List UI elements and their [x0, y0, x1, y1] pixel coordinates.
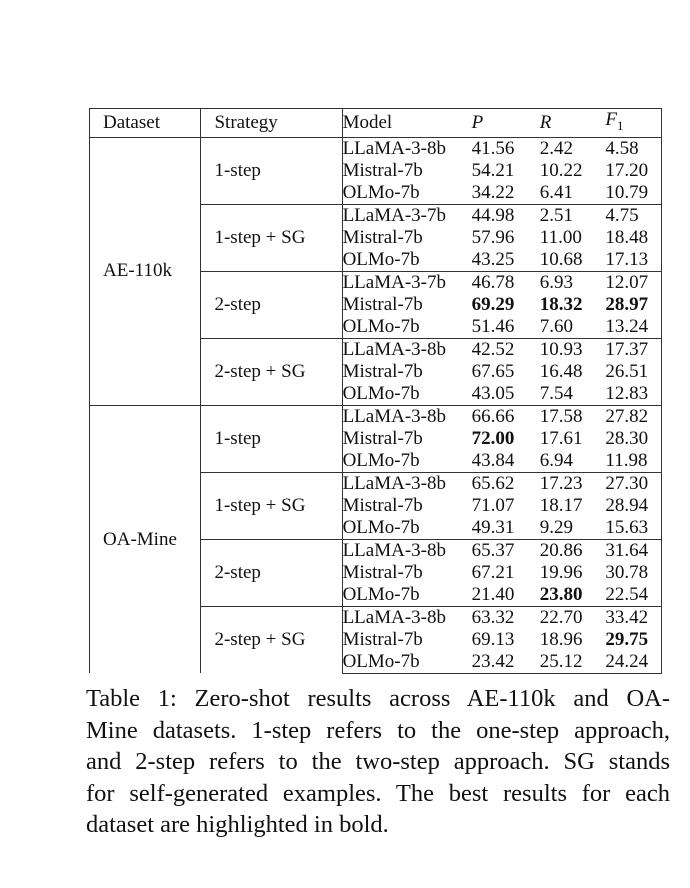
model-cell: OLMo-7b	[342, 248, 420, 270]
model-cell: LLaMA-3-8b	[342, 137, 472, 160]
f1-cell: 17.20	[605, 160, 661, 182]
header-f1-main: F	[605, 109, 618, 130]
f1-cell: 28.94	[605, 495, 661, 517]
caption-line: Mine datasets. 1-step refers to the one-step approach,	[86, 716, 670, 744]
table-body	[90, 137, 662, 673]
f1-cell: 28.97	[605, 294, 661, 316]
p-cell: 34.22	[471, 181, 515, 203]
p-cell: 71.07	[471, 494, 515, 516]
header-r: R	[540, 109, 606, 138]
table-row	[90, 137, 662, 160]
p-cell: 43.25	[471, 248, 515, 270]
r-cell: 18.96	[539, 628, 583, 650]
f1-cell: 12.83	[605, 383, 661, 406]
f1-cell: 29.75	[605, 629, 661, 651]
f1-cell: 10.79	[605, 182, 661, 205]
model-cell: Mistral-7b	[342, 494, 423, 516]
p-cell: 42.52	[472, 338, 540, 361]
header-dataset: Dataset	[90, 109, 201, 138]
model-cell: Mistral-7b	[342, 159, 423, 181]
table-row	[90, 405, 662, 428]
r-cell: 11.00	[539, 226, 582, 248]
r-cell: 17.58	[540, 405, 606, 428]
p-cell: 43.84	[471, 449, 515, 471]
strategy-cell: 2-step + SG	[201, 338, 342, 405]
r-cell: 10.22	[539, 159, 583, 181]
model-cell: LLaMA-3-8b	[342, 338, 472, 361]
header-f1-sub: 1	[617, 117, 624, 133]
header-strategy: Strategy	[201, 109, 342, 138]
f1-cell: 17.13	[605, 249, 661, 272]
model-cell: Mistral-7b	[342, 628, 423, 650]
p-cell: 41.56	[472, 137, 540, 160]
p-cell: 69.29	[471, 293, 515, 315]
p-cell: 23.42	[472, 651, 540, 674]
r-cell: 23.80	[539, 583, 583, 605]
results-table	[89, 108, 662, 674]
p-cell: 44.98	[472, 204, 540, 227]
p-cell: 69.13	[471, 628, 515, 650]
r-cell: 6.94	[539, 449, 574, 471]
model-cell: Mistral-7b	[342, 226, 423, 248]
model-cell: OLMo-7b	[342, 516, 420, 538]
model-cell: LLaMA-3-8b	[342, 606, 472, 629]
f1-cell: 31.64	[605, 539, 661, 562]
f1-cell: 12.07	[605, 271, 661, 294]
p-cell: 72.00	[471, 427, 515, 449]
f1-cell: 11.98	[605, 450, 661, 473]
model-cell: Mistral-7b	[342, 293, 423, 315]
strategy-cell: 1-step	[201, 137, 342, 204]
strategy-cell: 1-step	[201, 405, 342, 472]
f1-cell: 4.75	[605, 204, 661, 227]
model-cell: Mistral-7b	[342, 561, 423, 583]
dataset-cell: OA-Mine	[90, 405, 201, 673]
dataset-cell: AE-110k	[90, 137, 201, 405]
p-cell: 54.21	[471, 159, 515, 181]
model-cell: OLMo-7b	[342, 181, 420, 203]
r-cell: 18.32	[539, 293, 583, 315]
caption-line: and 2-step refers to the two-step approach. SG stands	[86, 748, 670, 775]
p-cell: 51.46	[471, 315, 515, 337]
model-cell: Mistral-7b	[342, 360, 423, 382]
model-cell: OLMo-7b	[342, 583, 420, 605]
header-f1	[605, 109, 661, 138]
header-row	[90, 109, 662, 138]
r-cell: 7.60	[539, 315, 574, 337]
f1-cell: 22.54	[605, 584, 661, 607]
p-cell: 21.40	[471, 583, 515, 605]
p-cell: 67.65	[471, 360, 515, 382]
p-cell: 63.32	[472, 606, 540, 629]
f1-cell: 18.48	[605, 227, 661, 249]
strategy-cell: 2-step	[201, 271, 342, 338]
header-model: Model	[342, 109, 472, 138]
f1-cell: 27.30	[605, 472, 661, 495]
model-cell: OLMo-7b	[342, 315, 420, 337]
r-cell: 10.68	[539, 248, 583, 270]
f1-cell: 28.30	[605, 428, 661, 450]
model-cell: OLMo-7b	[342, 651, 472, 674]
r-cell: 6.93	[540, 271, 606, 294]
model-cell: LLaMA-3-7b	[342, 271, 472, 294]
p-cell: 46.78	[472, 271, 540, 294]
r-cell: 17.61	[539, 427, 583, 449]
caption-line: Table 1: Zero-shot results across AE-110k and OA-	[86, 685, 670, 712]
f1-cell: 24.24	[605, 651, 661, 674]
header-p: P	[472, 109, 540, 138]
model-cell: LLaMA-3-8b	[342, 472, 472, 495]
f1-cell: 4.58	[605, 137, 661, 160]
r-cell: 16.48	[539, 360, 583, 382]
p-cell: 65.37	[472, 539, 540, 562]
r-cell: 18.17	[539, 494, 583, 516]
strategy-cell: 2-step + SG	[201, 606, 342, 673]
f1-cell: 13.24	[605, 316, 661, 339]
r-cell: 9.29	[539, 516, 574, 538]
r-cell: 22.70	[540, 606, 606, 629]
strategy-cell: 1-step + SG	[201, 204, 342, 271]
p-cell: 66.66	[472, 405, 540, 428]
model-cell: Mistral-7b	[342, 427, 423, 449]
model-cell: OLMo-7b	[342, 382, 420, 404]
table-caption	[86, 683, 670, 841]
f1-cell: 17.37	[605, 338, 661, 361]
p-cell: 57.96	[471, 226, 515, 248]
model-cell: LLaMA-3-7b	[342, 204, 472, 227]
f1-cell: 15.63	[605, 517, 661, 540]
strategy-cell: 1-step + SG	[201, 472, 342, 539]
r-cell: 10.93	[540, 338, 606, 361]
f1-cell: 26.51	[605, 361, 661, 383]
f1-cell: 30.78	[605, 562, 661, 584]
r-cell: 7.54	[539, 382, 574, 404]
p-cell: 65.62	[472, 472, 540, 495]
r-cell: 2.42	[540, 137, 606, 160]
r-cell: 20.86	[540, 539, 606, 562]
p-cell: 43.05	[471, 382, 515, 404]
r-cell: 25.12	[540, 651, 606, 674]
caption-line: for self-generated examples. The best results for each	[86, 779, 670, 807]
model-cell: OLMo-7b	[342, 449, 420, 471]
f1-cell: 33.42	[605, 606, 661, 629]
r-cell: 2.51	[540, 204, 606, 227]
r-cell: 19.96	[539, 561, 583, 583]
f1-cell: 27.82	[605, 405, 661, 428]
strategy-cell: 2-step	[201, 539, 342, 606]
r-cell: 6.41	[539, 181, 574, 203]
model-cell: LLaMA-3-8b	[342, 405, 472, 428]
model-cell: LLaMA-3-8b	[342, 539, 472, 562]
p-cell: 67.21	[471, 561, 515, 583]
p-cell: 49.31	[471, 516, 515, 538]
caption-line: dataset are highlighted in bold.	[86, 811, 389, 838]
r-cell: 17.23	[540, 472, 606, 495]
